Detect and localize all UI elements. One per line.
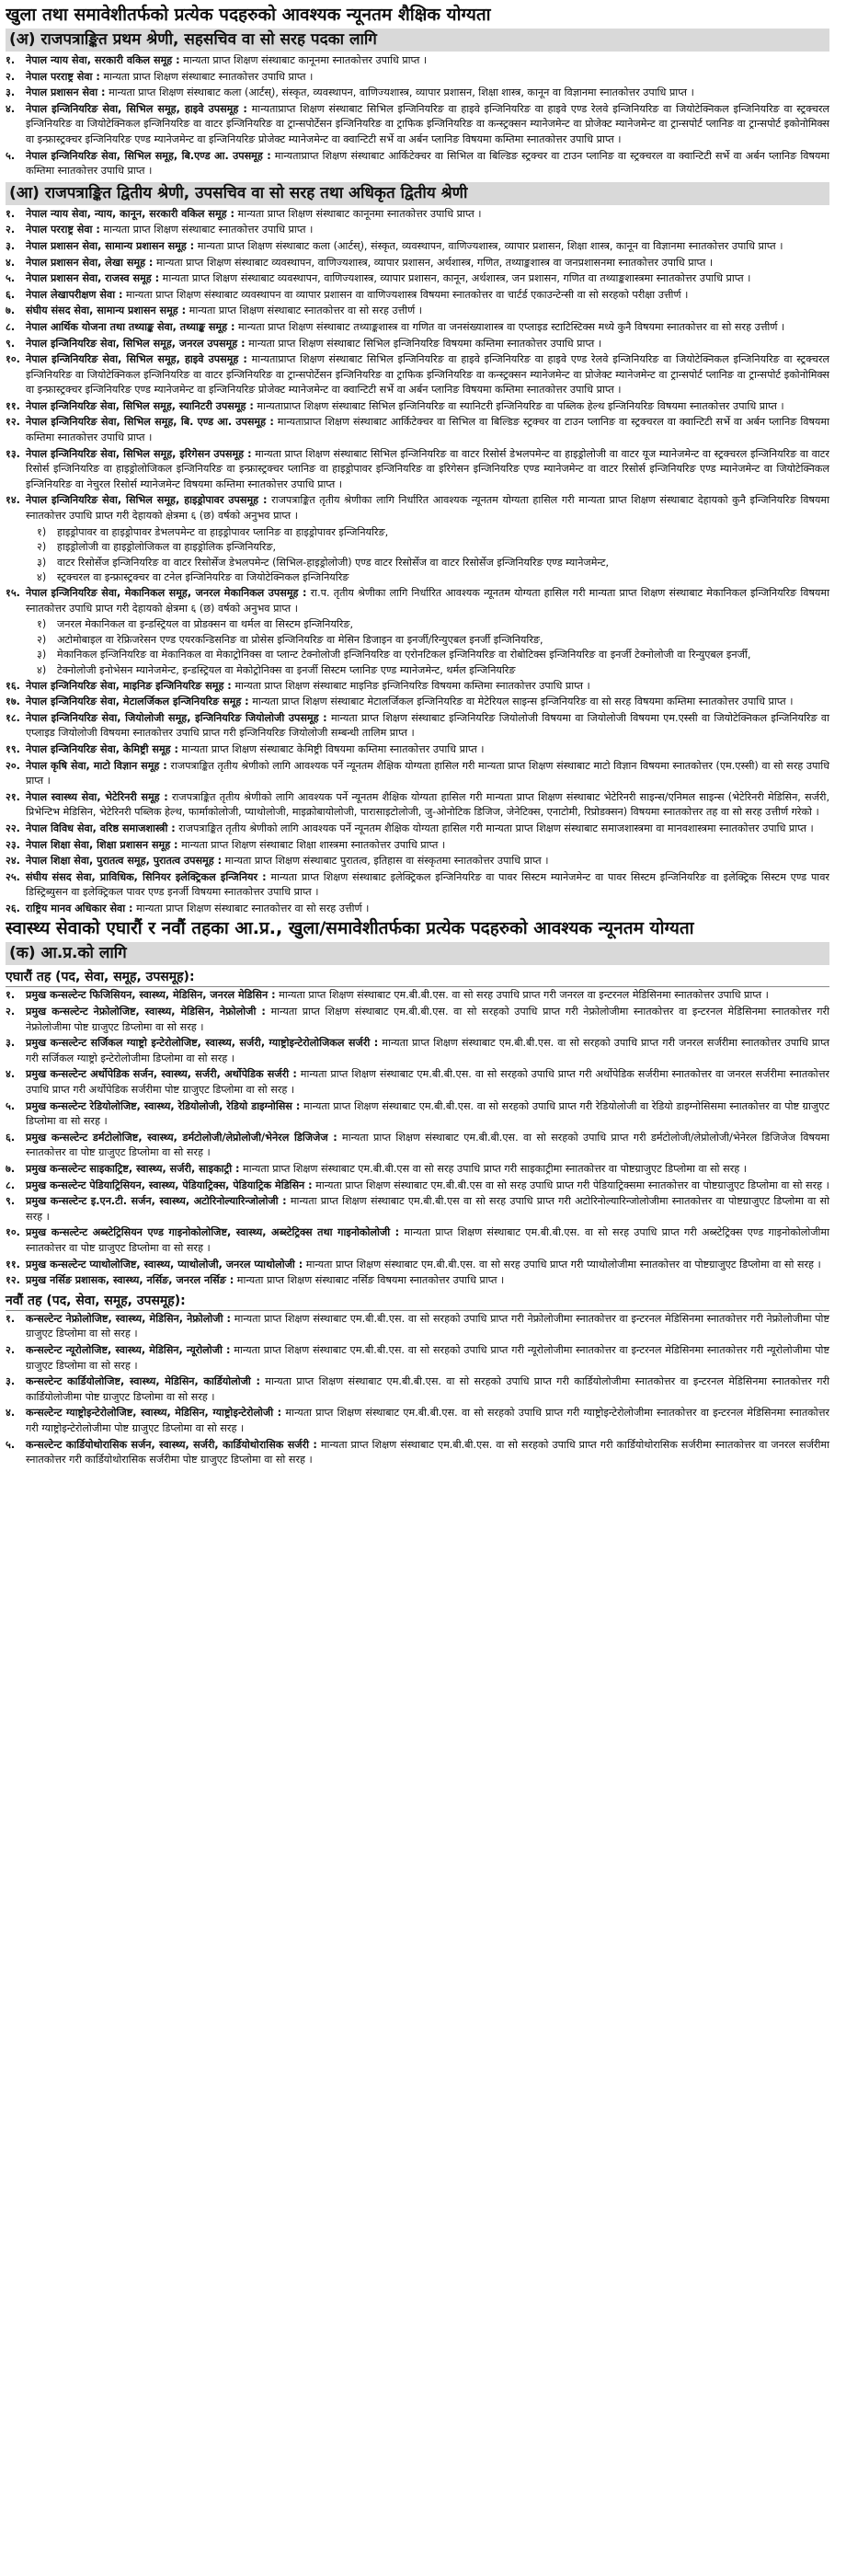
list-item	[6, 447, 829, 493]
item-description: मान्यताप्राप्त शिक्षण संस्थाबाट सिभिल इन्जिनियरिङ वा हाइवे इन्जिनियरिङ वा हाइवे एण्ड रेलवे इन्जिनियरिङ वा जियोटेक्निकल इन्जिनियरिङ वा स्ट्रक्चरल इन्जिनियरिङ वा जियोटेक्निकल इन्जिनियरिङ वा वाटर इन्जिनियरिङ वा ट्रान्सपोर्टेसन इन्जिनियरिङ वा ट्राफिक इन्जिनियरिङ वा कन्स्ट्रक्सन म्यानेजमेन्ट वा प्रोजेक्ट म्यानेजमेन्ट वा ट्रान्सपोर्ट प्लानिङ वा ट्रान्सपोर्ट इकोनोमिक्स वा इन्फ्रास्ट्रक्चर इन्जिनियरिङ एण्ड म्यानेजमेन्ट वा इन्जिनियरिङ प्रोजेक्ट म्यानेजमेन्ट वा क्वान्टिटी सर्भे वा अर्बन प्लानिङ विषयमा कम्तिमा स्नातकोत्तर उपाधि प्राप्त ।	[26, 353, 829, 397]
item-text	[26, 352, 829, 398]
list-item	[6, 711, 829, 742]
item-number: ८.	[6, 320, 16, 333]
item-text	[26, 695, 829, 710]
sub-item-number: ३)	[37, 556, 47, 569]
sub-list-item	[6, 540, 829, 556]
sub-item-number: २)	[37, 541, 47, 554]
item-text	[26, 711, 829, 742]
item-title: नेपाल शिक्षा सेवा, पुरातत्व समूह, पुरातत्व उपसमूह :	[26, 855, 223, 868]
item-description: राजपत्राङ्कित तृतीय श्रेणीको लागि आवश्यक पर्ने न्यूनतम शैक्षिक योग्यता हासिल गरी मान्यता प्राप्त शिक्षण संस्थाबाट समाजशास्त्रमा वा मानवशास्त्रमा स्नातकोत्तर उपाधि प्राप्त ।	[178, 822, 814, 834]
list-item	[6, 70, 829, 86]
item-number: २३.	[6, 838, 20, 851]
item-title: नेपाल इन्जिनियरिङ सेवा, मेकानिकल समूह, जनरल मेकानिकल उपसमूह :	[26, 587, 307, 599]
item-title: प्रमुख कन्सल्टेन्ट अब्स्टेट्रिसियन एण्ड गाइनोकोलोजिष्ट, स्वास्थ्य, अब्स्टेट्रिक्स तथा गाइनोकोलोजी :	[26, 1226, 400, 1239]
list-item	[6, 207, 829, 223]
item-text	[26, 679, 829, 695]
item-text	[26, 902, 829, 917]
item-title: नेपाल न्याय सेवा, न्याय, कानून, सरकारी वकिल समूह :	[26, 207, 234, 220]
health-title: स्वास्थ्य सेवाको एघारौं र नवौं तहका आ.प्र., खुला/समावेशीतर्फका प्रत्येक पदहरुको आवश्यक न्यूनतम योग्यता	[6, 918, 694, 939]
item-title: नेपाल इन्जिनियरिङ सेवा, सिभिल समूह, जनरल उपसमूह :	[26, 337, 246, 350]
item-text	[26, 239, 829, 255]
item-description: मान्यता प्राप्त शिक्षण संस्थाबाट व्यवस्थापन, वाणिज्यशास्त्र, व्यापार प्रशासन, कानून, अर्थशास्त्र, जन प्रशासन, गणित वा तथ्याङ्कशास्त्रमा स्नातकोत्तर उपाधि प्राप्त ।	[162, 272, 751, 285]
item-description: मान्यता प्राप्त शिक्षण संस्थाबाट एम.बी.बी.एस. वा सो सरहको उपाधि प्राप्त गरी न्यूरोलोजीमा स्नातकोत्तर वा इन्टरनल मेडिसिनमा स्नातकोत्तर गरी न्यूरोलोजीमा पोष्ट ग्राजुएट डिप्लोमा वा सो सरह ।	[26, 1343, 829, 1372]
item-number: १.	[6, 1312, 16, 1325]
item-title: नेपाल इन्जिनियरिङ सेवा, सिभिल समूह, हाइवे उपसमूह :	[26, 102, 247, 115]
item-number: १.	[6, 54, 16, 66]
item-number: ४.	[6, 256, 16, 269]
item-description: मान्यता प्राप्त शिक्षण संस्थाबाट एम.बी.बी.एस. वा सो सरहको उपाधि प्राप्त गरी कार्डियोलोजीमा स्नातकोत्तर वा इन्टरनल मेडिसिनमा स्नातकोत्तर गरी कार्डियोलोजीमा पोष्ट ग्राजुएट डिप्लोमा वा सो सरह ।	[26, 1375, 829, 1403]
item-number: १३.	[6, 447, 20, 460]
item-number: ३.	[6, 86, 16, 99]
sub-item-text: अटोमोबाइल वा रेफ्रिजरेसन एण्ड एयरकन्डिसनिङ वा प्रोसेस इन्जिनियरिङ वा मेसिन डिजाइन वा इनर्जी/रिन्युएबल इनर्जी इन्जिनियरिङ,	[57, 633, 543, 646]
list-item	[6, 679, 829, 695]
item-number: १०.	[6, 353, 20, 366]
item-text	[26, 838, 829, 854]
item-description: मान्यता प्राप्त शिक्षण संस्थाबाट शिक्षा शास्त्रमा स्नातकोत्तर उपाधि प्राप्त ।	[181, 838, 446, 851]
item-description: राजपत्राङ्कित तृतीय श्रेणीको लागि आवश्यक पर्ने न्यूनतम शैक्षिक योग्यता हासिल गरी मान्यता प्राप्त शिक्षण संस्थाबाट माटो विज्ञान विषयमा स्नातकोत्तर (एम.एस्सी) वा सो सरह उपाधि प्राप्त ।	[26, 759, 829, 788]
item-title: नेपाल शिक्षा सेवा, शिक्षा प्रशासन समूह :	[26, 838, 178, 851]
sub-item-text: जनरल मेकानिकल वा इन्डस्ट्रियल वा प्रोडक्सन वा थर्मल वा सिस्टम इन्जिनियरिङ,	[57, 618, 354, 631]
item-text	[26, 415, 829, 445]
item-title: कन्सल्टेन्ट नेफ्रोलोजिष्ट, स्वास्थ्य, मेडिसिन, नेफ्रोलोजी :	[26, 1312, 232, 1325]
item-number: ७.	[6, 1163, 16, 1175]
list-item	[6, 1194, 829, 1225]
sub-list-item	[6, 663, 829, 679]
item-text	[26, 1374, 829, 1405]
item-title: राष्ट्रिय मानव अधिकार सेवा :	[26, 902, 133, 914]
item-description: मान्यता प्राप्त शिक्षण संस्थाबाट मेटालर्जिकल इन्जिनियरिङ वा मेटेरियल साइन्स इन्जिनियरिङ वा सो सरह विषयमा कम्तिमा स्नातकोत्तर उपाधि प्राप्त ।	[252, 696, 794, 708]
item-number: २.	[6, 1343, 16, 1356]
item-number: १२.	[6, 1274, 20, 1287]
list-item	[6, 870, 829, 901]
item-text	[26, 102, 829, 148]
level-9-heading: नवौं तह (पद, सेवा, समूह, उपसमूह):	[6, 1292, 829, 1311]
item-text	[26, 70, 829, 86]
item-title: प्रमुख कन्सल्टेन्ट फिजिसियन, स्वास्थ्य, मेडिसिन, जनरल मेडिसिन :	[26, 989, 276, 1002]
item-description: राजपत्राङ्कित तृतीय श्रेणीको लागि आवश्यक पर्ने न्यूनतम शैक्षिक योग्यता हासिल गरी मान्यता प्राप्त शिक्षण संस्थाबाट भेटेरिनरी साइन्स/एनिमल साइन्स (भेटेरिनरी मेडिसिन, सर्जरी, प्रिभेन्टिभ मेडिसिन, भेटेरिनरी पब्लिक हेल्थ, फार्माकोलोजी, प्याथोलोजी, माइक्रोबायोलोजी, पारासाइटोलोजी, जु-ओनोटिक डिजिज, जेनेटिक्स, एनाटोमी, रिप्रोडक्सन) विषयमा स्नातकोत्तर तह वा सो सरह उत्तीर्ण गरेको ।	[26, 790, 830, 819]
item-description: मान्यता प्राप्त शिक्षण संस्थाबाट स्नातकोत्तर उपाधि प्राप्त ।	[103, 70, 314, 83]
item-description: मान्यता प्राप्त शिक्षण संस्थाबाट तथ्याङ्कशास्त्र वा गणित वा जनसंख्याशास्त्र वा एप्लाइड स्टाटिस्टिक्स मध्ये कुनै विषयमा स्नातकोत्तर वा सो सरह उत्तीर्ण ।	[237, 320, 785, 333]
sub-list-item	[6, 556, 829, 571]
item-text	[26, 1036, 829, 1066]
item-description: मान्यता प्राप्त शिक्षण संस्थाबाट व्यवस्थापन वा व्यापार प्रशासन वा वाणिज्यशास्त्र विषयमा स्नातकोत्तर वा चार्टर्ड एकाउन्टेन्सी वा सो सरहको परीक्षा उत्तीर्ण ।	[126, 288, 689, 301]
item-text	[26, 207, 829, 223]
item-text	[26, 320, 829, 336]
item-description: मान्यता प्राप्त शिक्षण संस्थाबाट सिभिल इन्जिनियरिङ विषयमा कम्तिमा स्नातकोत्तर उपाधि प्राप्त ।	[248, 337, 602, 350]
item-number: १७.	[6, 696, 20, 708]
item-number: ५.	[6, 1438, 16, 1451]
item-number: २.	[6, 224, 16, 236]
list-item	[6, 1005, 829, 1035]
list-item	[6, 415, 829, 445]
item-number: ३.	[6, 1037, 16, 1050]
item-description: मान्यता प्राप्त शिक्षण संस्थाबाट सिभिल इन्जिनियरिङ वा वाटर रिसोर्स डेभलपमेन्ट वा हाइड्रोलोजी वा वाटर यूज म्यानेजमेन्ट वा स्ट्रक्चरल इन्जिनियरिङ वा वाटर रिसोर्स इन्जिनियरिङ वा हाइड्रोलोजिकल इन्जिनियरिङ वा इन्फ्रास्ट्रक्चर प्लानिङ वा हाइड्रोपावर इन्जिनियरिङ वा इरिगेसन इन्जिनियरिङ एण्ड म्यानेजमेन्ट वा वाटर रिसोर्स इन्जिनियरिङ एण्ड म्यानेजमेन्ट वा जियोटेक्निकल इन्जिनियरिङ वा नेचुरल रिसोर्स म्यानेजमेन्ट विषयमा कम्तिमा स्नातकोत्तर उपाधि प्राप्त ।	[26, 447, 829, 490]
list-item	[6, 271, 829, 287]
item-number: ९.	[6, 337, 16, 350]
item-number: ५.	[6, 149, 16, 162]
list-item	[6, 1036, 829, 1066]
item-description: राजपत्राङ्कित तृतीय श्रेणीका लागि निर्धारित आवश्यक न्यूनतम योग्यता हासिल गरी मान्यता प्राप्त शिक्षण संस्थाबाट देहायको कुनै इन्जिनियरिङ विषयमा स्नातकोत्तर उपाधि प्राप्त गरी देहायको क्षेत्रमा ६ (छ) वर्षको अनुभव प्राप्त ।	[26, 494, 829, 523]
list-item	[6, 288, 829, 304]
main-title: खुला तथा समावेशीतर्फको प्रत्येक पदहरुको आवश्यक न्यूनतम शैक्षिक योग्यता	[6, 5, 491, 25]
list-item	[6, 352, 829, 398]
item-title: नेपाल इन्जिनियरिङ सेवा, सिभिल समूह, हाइड्रोपावर उपसमूह :	[26, 494, 268, 507]
list-item	[6, 337, 829, 352]
item-text	[26, 288, 829, 304]
item-text	[26, 586, 829, 616]
item-number: २४.	[6, 855, 20, 868]
item-text	[26, 447, 829, 493]
item-title: नेपाल इन्जिनियरिङ सेवा, जियोलोजी समूह, इन्जिनियरिङ जियोलोजी उपसमूह :	[26, 711, 327, 724]
sub-item-text: स्ट्रक्चरल वा इन्फ्रास्ट्रक्चर वा टनेल इन्जिनियरिङ वा जियोटेक्निकल इन्जिनियरिङ	[57, 571, 349, 584]
list-item	[6, 102, 829, 148]
sub-item-number: २)	[37, 633, 47, 646]
item-text	[26, 1067, 829, 1098]
item-text	[26, 1179, 829, 1194]
item-description: मान्यता प्राप्त शिक्षण संस्थाबाट एम.बी.बी.एस. वा सो सरहको उपाधि प्राप्त गरी जनरल सर्जरीमा स्नातकोत्तर उपाधि प्राप्त गरी सर्जिकल ग्याष्ट्रो इन्टेरोलोजीमा डिप्लोमा वा सो सरह ।	[26, 1037, 829, 1064]
list-item	[6, 822, 829, 837]
item-number: ६.	[6, 288, 16, 301]
item-text	[26, 1099, 829, 1130]
list-item	[6, 304, 829, 319]
item-text	[26, 854, 829, 869]
sub-list-item	[6, 648, 829, 663]
item-title: नेपाल प्रशासन सेवा, राजस्व समूह :	[26, 272, 160, 285]
sub-item-text: मेकानिकल इन्जिनियरिङ वा मेकानिकल वा मेकाट्रोनिक्स वा प्लान्ट टेक्नोलोजी इन्जिनियरिङ वा एरोनटिकल इन्जिनियरिङ वा रोबोटिक्स इन्जिनियरिङ वा इनर्जी टेक्नोलोजी वा रिन्युएबल इनर्जी,	[57, 649, 751, 661]
item-description: मान्यता प्राप्त शिक्षण संस्थाबाट एम.बी.बी.एस. वा सो सरहको उपाधि प्राप्त गरी नेफ्रोलोजीमा स्नातकोत्तर वा इन्टरनल मेडिसिनमा स्नातकोत्तर गरी नेफ्रोलोजीमा पोष्ट ग्राजुएट डिप्लोमा वा सो सरह ।	[26, 1006, 829, 1033]
item-text	[26, 1406, 829, 1436]
item-title: कन्सल्टेन्ट कार्डियोथोरासिक सर्जन, स्वास्थ्य, सर्जरी, कार्डियोथोरासिक सर्जरी :	[26, 1438, 317, 1451]
item-title: प्रमुख कन्सल्टेन्ट पेडियाट्रिसियन, स्वास्थ्य, पेडियाट्रिक्स, पेडियाट्रिक मेडिसिन :	[26, 1179, 313, 1191]
list-item	[6, 1067, 829, 1098]
item-text	[26, 86, 829, 101]
item-number: १६.	[6, 679, 20, 692]
item-number: ९.	[6, 1195, 16, 1208]
item-number: ६.	[6, 1131, 16, 1144]
list-item	[6, 1225, 829, 1256]
list-item	[6, 1312, 829, 1342]
item-text	[26, 1194, 829, 1225]
item-description: मान्यता प्राप्त शिक्षण संस्थाबाट एम.बी.बी.एस. वा सो सरह उपाधि प्राप्त गरी प्याथोलोजीमा स्नातकोत्तर वा पोष्टग्राजुएट डिप्लोमा वा सो सरह ।	[305, 1258, 821, 1271]
sub-list-item	[6, 633, 829, 649]
item-number: ८.	[6, 1179, 16, 1191]
item-title: नेपाल प्रशासन सेवा, लेखा समूह :	[26, 256, 154, 269]
item-description: मान्यता प्राप्त शिक्षण संस्थाबाट एम.बी.बी.एस. वा सो सरहको उपाधि प्राप्त गरी नेफ्रोलोजीमा स्नातकोत्तर वा इन्टरनल मेडिसिनमा स्नातकोत्तर गरी नेफ्रोलोजीमा पोष्ट ग्राजुएट डिप्लोमा वा सो सरह ।	[26, 1312, 829, 1340]
item-title: कन्सल्टेन्ट ग्याष्ट्रोइन्टेरोलोजिष्ट, स्वास्थ्य, मेडिसिन, ग्याष्ट्रोइन्टेरोलोजी :	[26, 1407, 282, 1420]
item-number: १८.	[6, 711, 20, 724]
sub-item-text: वाटर रिसोर्सेज इन्जिनियरिङ वा वाटर रिसोर्सेज डेभलपमेन्ट (सिभिल-हाइड्रोलोजी) एण्ड वाटर रिसोर्सेज वा वाटर रिसोर्सेज इन्जिनियरिङ एण्ड म्यानेजमेन्ट,	[57, 556, 610, 569]
section-a-list	[6, 53, 829, 179]
item-text	[26, 1258, 829, 1273]
list-item	[6, 1179, 829, 1194]
item-title: प्रमुख कन्सल्टेन्ट सर्जिकल ग्याष्ट्रो इन्टेरोलोजिष्ट, स्वास्थ्य, सर्जरी, ग्याष्ट्रोइन्टेरोलोजिकल सर्जरी :	[26, 1037, 379, 1050]
item-description: मान्यता प्राप्त शिक्षण संस्थाबाट पुरातत्व, इतिहास वा संस्कृतमा स्नातकोत्तर उपाधि प्राप्त ।	[224, 855, 549, 868]
item-text	[26, 1225, 829, 1256]
sub-list-item	[6, 617, 829, 633]
list-item	[6, 759, 829, 789]
sub-item-number: ४)	[37, 571, 47, 584]
item-title: नेपाल इन्जिनियरिङ सेवा, सिभिल समूह, बि.एण्ड आ. उपसमूह :	[26, 149, 271, 162]
item-title: प्रमुख कन्सल्टेन्ट डर्मटोलोजिष्ट, स्वास्थ्य, डर्मटोलोजी/लेप्रोलोजी/भेनेरल डिजिजेज :	[26, 1131, 337, 1144]
sub-item-number: ४)	[37, 663, 47, 676]
list-item	[6, 320, 829, 336]
item-description: मान्यता प्राप्त शिक्षण संस्थाबाट नर्सिङ विषयमा स्नातकोत्तर उपाधि प्राप्त ।	[236, 1274, 505, 1287]
item-title: नेपाल इन्जिनियरिङ सेवा, केमिष्ट्री समूह :	[26, 742, 178, 755]
item-title: संघीय संसद सेवा, सामान्य प्रशासन समूह :	[26, 305, 187, 317]
list-item	[6, 1099, 829, 1130]
sub-item-text: टेक्नोलोजी इनोभेसन म्यानेजमेन्ट, इन्डस्ट्रियल वा मेकोट्रोनिक्स वा इनर्जी सिस्टम प्लानिङ एण्ड म्यानेजमेन्ट, थर्मल इन्जिनियरिङ	[57, 663, 516, 676]
item-number: २२.	[6, 822, 20, 834]
item-description: मान्यताप्राप्त शिक्षण संस्थाबाट आर्किटेक्चर वा सिभिल वा बिल्डिङ स्ट्रक्चर वा टाउन प्लानिङ वा स्ट्रक्चरल वा क्वान्टिटी सर्भे वा अर्बन प्लानिङ विषयमा कम्तिमा स्नातकोत्तर उपाधि प्राप्त ।	[26, 149, 829, 178]
list-item	[6, 988, 829, 1004]
item-title: नेपाल स्वास्थ्य सेवा, भेटेरिनरी समूह :	[26, 790, 168, 803]
item-description: मान्यता प्राप्त शिक्षण संस्थाबाट स्नातकोत्तर वा सो सरह उत्तीर्ण ।	[189, 305, 422, 317]
item-number: २१.	[6, 790, 20, 803]
item-number: १.	[6, 989, 16, 1002]
sub-item-text: हाइड्रोपावर वा हाइड्रोपावर डेभलपमेन्ट वा हाइड्रोपावर प्लानिङ वा हाइड्रोपावर इन्जिनियरिङ,	[57, 525, 389, 538]
item-description: मान्यता प्राप्त शिक्षण संस्थाबाट एम.बी.बी.एस. वा सो सरहको उपाधि प्राप्त गरी ग्याष्ट्रोइन्टेरोलोजीमा स्नातकोत्तर वा इन्टरनल मेडिसिनमा स्नातकोत्तर गरी ग्याष्ट्रोइन्टेरोलोजीमा पोष्ट ग्राजुएट डिप्लोमा वा सो सरह ।	[26, 1407, 830, 1434]
item-number: ७.	[6, 305, 16, 317]
list-item	[6, 1273, 829, 1289]
item-title: प्रमुख नर्सिङ प्रशासक, स्वास्थ्य, नर्सिङ, जनरल नर्सिङ :	[26, 1274, 234, 1287]
item-text	[26, 256, 829, 271]
item-text	[26, 822, 829, 837]
item-text	[26, 223, 829, 238]
list-item	[6, 53, 829, 69]
section-aa-heading: (आ) राजपत्राङ्कित द्वितीय श्रेणी, उपसचिव वा सो सरह तथा अधिकृत द्वितीय श्रेणी	[6, 182, 829, 205]
list-item	[6, 838, 829, 854]
item-title: नेपाल इन्जिनियरिङ सेवा, मेटालर्जिकल इन्जिनियरिङ समूह :	[26, 696, 249, 708]
item-title: प्रमुख कन्सल्टेन्ट प्याथोलोजिष्ट, स्वास्थ्य, प्याथोलोजी, जनरल प्याथोलोजी :	[26, 1258, 303, 1271]
item-number: १०.	[6, 1226, 20, 1239]
item-description: मान्यता प्राप्त शिक्षण संस्थाबाट स्नातकोत्तर उपाधि प्राप्त ।	[103, 224, 314, 236]
item-title: नेपाल इन्जिनियरिङ सेवा, सिभिल समूह, इरिगेसन उपसमूह :	[26, 447, 252, 460]
list-item	[6, 86, 829, 101]
item-description: मान्यताप्राप्त शिक्षण संस्थाबाट आर्किटेक्चर वा सिभिल वा बिल्डिङ स्ट्रक्चर वा टाउन प्लानिङ वा स्ट्रक्चरल वा क्वान्टिटी सर्भे वा अर्बन प्लानिङ विषयमा कम्तिमा स्नातकोत्तर उपाधि प्राप्त ।	[26, 416, 829, 444]
level-9-list	[6, 1312, 829, 1468]
item-title: नेपाल लेखापरीक्षण सेवा :	[26, 288, 123, 301]
item-title: कन्सल्टेन्ट न्यूरोलोजिष्ट, स्वास्थ्य, मेडिसिन, न्यूरोलोजी :	[26, 1343, 231, 1356]
item-text	[26, 399, 829, 415]
item-description: मान्यता प्राप्त शिक्षण संस्थाबाट एम.बी.बी.एस. वा सो सरहको उपाधि प्राप्त गरी अर्थोपेडिक सर्जरीमा स्नातकोत्तर वा जनरल सर्जरीमा स्नातकोत्तर उपाधि प्राप्त गरी अर्थोपेडिक सर्जरीमा पोष्ट ग्राजुएट डिप्लोमा वा सो सरह ।	[26, 1068, 829, 1097]
item-title: नेपाल प्रशासन सेवा :	[26, 86, 106, 99]
item-text	[26, 1131, 829, 1161]
item-text	[26, 1312, 829, 1342]
list-item	[6, 1131, 829, 1161]
item-text	[26, 1005, 829, 1035]
list-item	[6, 854, 829, 869]
item-number: १४.	[6, 494, 20, 507]
sub-item-number: ३)	[37, 649, 47, 661]
item-text	[26, 988, 829, 1004]
item-title: नेपाल विविध सेवा, वरिष्ठ समाजशास्त्री :	[26, 822, 176, 834]
list-item	[6, 695, 829, 710]
sub-item-number: १)	[37, 618, 47, 631]
item-text	[26, 337, 829, 352]
section-k-heading: (क) आ.प्र.को लागि	[6, 942, 829, 965]
item-description: मान्यता प्राप्त शिक्षण संस्थाबाट माइनिङ इन्जिनियरिङ विषयमा कम्तिमा स्नातकोत्तर उपाधि प्राप्त ।	[234, 679, 590, 692]
item-description: मान्यताप्राप्त शिक्षण संस्थाबाट सिभिल इन्जिनियरिङ वा हाइवे इन्जिनियरिङ वा हाइवे एण्ड रेलवे इन्जिनियरिङ वा जियोटेक्निकल इन्जिनियरिङ वा स्ट्रक्चरल इन्जिनियरिङ वा जियोटेक्निकल इन्जिनियरिङ वा वाटर इन्जिनियरिङ वा ट्रान्सपोर्टेसन इन्जिनियरिङ वा ट्राफिक इन्जिनियरिङ वा कन्स्ट्रक्सन म्यानेजमेन्ट वा प्रोजेक्ट म्यानेजमेन्ट वा ट्रान्सपोर्ट प्लानिङ वा ट्रान्सपोर्ट इकोनोमिक्स वा इन्फ्रास्ट्रक्चर इन्जिनियरिङ एण्ड म्यानेजमेन्ट वा इन्जिनियरिङ प्रोजेक्ट म्यानेजमेन्ट वा क्वान्टिटी सर्भे वा अर्बन प्लानिङ विषयमा कम्तिमा स्नातकोत्तर उपाधि प्राप्त ।	[26, 102, 829, 145]
item-title: नेपाल प्रशासन सेवा, सामान्य प्रशासन समूह :	[26, 239, 195, 252]
item-text	[26, 1273, 829, 1289]
list-item	[6, 586, 829, 616]
item-description: मान्यता प्राप्त शिक्षण संस्थाबाट एम.बी.बी.एस. वा सो सरहको उपाधि प्राप्त गरी कार्डियोथोरासिक सर्जरीमा स्नातकोत्तर वा जनरल सर्जरीमा स्नातकोत्तर गरी कार्डियोथोरासिक सर्जरीमा पोष्ट ग्राजुएट डिप्लोमा वा सो सरह ।	[26, 1438, 829, 1466]
item-title: संघीय संसद सेवा, प्राविधिक, सिनियर इलेक्ट्रिकल इन्जिनियर :	[26, 870, 267, 883]
item-description: मान्यता प्राप्त शिक्षण संस्थाबाट इलेक्ट्रिकल इन्जिनियरिङ वा पावर सिस्टम म्यानेजमेन्ट वा पावर सिस्टम इन्जिनियरिङ वा इलेक्ट्रिक सिस्टम एण्ड पावर डिस्ट्रिब्युसन वा इलेक्ट्रिकल पावर एण्ड इनर्जी विषयमा स्नातकोत्तर उपाधि प्राप्त ।	[26, 870, 830, 899]
list-item	[6, 1374, 829, 1405]
item-number: १.	[6, 207, 16, 220]
item-number: ११.	[6, 1258, 20, 1271]
item-title: नेपाल आर्थिक योजना तथा तथ्याङ्क सेवा, तथ्याङ्क समूह :	[26, 320, 235, 333]
item-description: मान्यताप्राप्त शिक्षण संस्थाबाट सिभिल इन्जिनियरिङ वा स्यानिटरी इन्जिनियरिङ वा पब्लिक हेल्थ इन्जिनियरिङ विषयमा स्नातकोत्तर उपाधि प्राप्त ।	[257, 399, 784, 412]
list-item	[6, 1258, 829, 1273]
item-number: ३.	[6, 1375, 16, 1388]
list-item	[6, 149, 829, 179]
item-description: रा.प. तृतीय श्रेणीका लागि निर्धारित आवश्यक न्यूनतम योग्यता हासिल गरी मान्यता प्राप्त शिक्षण संस्थाबाट मेकानिकल इन्जिनियरिङ विषयमा स्नातकोत्तर उपाधि प्राप्त गरी देहायको क्षेत्रमा ६ (छ) वर्षको अनुभव प्राप्त ।	[26, 587, 829, 615]
item-text	[26, 1438, 829, 1468]
list-item	[6, 1162, 829, 1178]
item-title: नेपाल परराष्ट्र सेवा :	[26, 224, 100, 236]
item-number: ५.	[6, 272, 16, 285]
item-number: २.	[6, 70, 16, 83]
item-title: प्रमुख कन्सल्टेन्ट रेडियोलोजिष्ट, स्वास्थ्य, रेडियोलोजी, रेडियो डाइग्नोसिस :	[26, 1099, 301, 1112]
item-description: मान्यता प्राप्त शिक्षण संस्थाबाट एम.बी.बी.एस. वा सो सरहको उपाधि प्राप्त गरी रेडियोलोजी वा रेडियो डाइग्नोसिसमा स्नातकोत्तर वा पोष्ट ग्राजुएट डिप्लोमा वा सो सरह ।	[26, 1099, 829, 1128]
item-number: ४.	[6, 1407, 16, 1420]
item-title: नेपाल न्याय सेवा, सरकारी वकिल समूह :	[26, 54, 180, 66]
item-title: कन्सल्टेन्ट कार्डियोलोजिष्ट, स्वास्थ्य, मेडिसिन, कार्डियोलोजी :	[26, 1375, 260, 1388]
item-number: १९.	[6, 742, 20, 755]
item-description: मान्यता प्राप्त शिक्षण संस्थाबाट एम.बी.बी.एस वा सो सरह उपाधि प्राप्त गरी अटोरिनोल्यारिन्जोलोजीमा स्नातकोत्तर वा पोष्टग्राजुएट डिप्लोमा वा सो सरह ।	[26, 1195, 829, 1223]
item-title: प्रमुख कन्सल्टेन्ट साइकाट्रिष्ट, स्वास्थ्य, सर्जरी, साइकाट्री :	[26, 1163, 240, 1175]
list-item	[6, 1343, 829, 1374]
item-title: प्रमुख कन्सल्टेन्ट अर्थोपेडिक सर्जन, स्वास्थ्य, सर्जरी, अर्थोपेडिक सर्जरी :	[26, 1068, 297, 1081]
list-item	[6, 493, 829, 523]
item-title: नेपाल इन्जिनियरिङ सेवा, सिभिल समूह, हाइवे उपसमूह :	[26, 353, 247, 366]
item-text	[26, 304, 829, 319]
item-text	[26, 759, 829, 789]
item-text	[26, 1162, 829, 1178]
item-text	[26, 53, 829, 69]
list-item	[6, 742, 829, 758]
item-text	[26, 271, 829, 287]
item-text	[26, 149, 829, 179]
item-description: मान्यता प्राप्त शिक्षण संस्थाबाट कानूनमा स्नातकोत्तर उपाधि प्राप्त ।	[183, 54, 428, 66]
item-number: ११.	[6, 399, 20, 412]
list-item	[6, 902, 829, 917]
sub-item-number: १)	[37, 525, 47, 538]
item-text	[26, 493, 829, 523]
sub-list-item	[6, 525, 829, 541]
list-item	[6, 223, 829, 238]
item-number: ३.	[6, 239, 16, 252]
item-title: प्रमुख कन्सल्टेन्ट इ.एन.टी. सर्जन, स्वास्थ्य, अटोरिनोल्यारिन्जोलोजी :	[26, 1195, 287, 1208]
item-description: मान्यता प्राप्त शिक्षण संस्थाबाट व्यवस्थापन, वाणिज्यशास्त्र, व्यापार प्रशासन, अर्थशास्त्र, गणित, तथ्याङ्कशास्त्र वा जनप्रशासनमा स्नातकोत्तर उपाधि प्राप्त ।	[155, 256, 714, 269]
item-number: ४.	[6, 1068, 16, 1081]
sub-item-text: हाइड्रोलोजी वा हाइड्रोलोजिकल वा हाइड्रोलिक इन्जिनियरिङ,	[57, 541, 277, 554]
item-description: मान्यता प्राप्त शिक्षण संस्थाबाट एम.बी.बी.एस. वा सो सरह उपाधि प्राप्त गरी जनरल वा इन्टरनल मेडिसिनमा स्नातकोत्तर उपाधि प्राप्त ।	[279, 989, 769, 1002]
item-title: प्रमुख कन्सल्टेन्ट नेफ्रोलोजिष्ट, स्वास्थ्य, मेडिसिन, नेफ्रोलोजी :	[26, 1006, 266, 1018]
item-text	[26, 742, 829, 758]
list-item	[6, 1406, 829, 1436]
item-number: ४.	[6, 102, 16, 115]
item-number: २५.	[6, 870, 20, 883]
item-description: मान्यता प्राप्त शिक्षण संस्थाबाट कानूनमा स्नातकोत्तर उपाधि प्राप्त ।	[237, 207, 482, 220]
list-item	[6, 399, 829, 415]
item-description: मान्यता प्राप्त शिक्षण संस्थाबाट कला (आर्टस्), संस्कृत, व्यवस्थापन, वाणिज्यशास्त्र, व्यापार प्रशासन, शिक्षा शास्त्र, कानून वा विज्ञानमा स्नातकोत्तर उपाधि प्राप्त ।	[109, 86, 694, 99]
item-text	[26, 790, 829, 821]
section-a-heading: (अ) राजपत्राङ्कित प्रथम श्रेणी, सहसचिव वा सो सरह पदका लागि	[6, 29, 829, 52]
item-text	[26, 1343, 829, 1374]
list-item	[6, 256, 829, 271]
item-number: २०.	[6, 759, 20, 772]
level-11-list	[6, 988, 829, 1288]
section-aa-list	[6, 207, 829, 917]
item-description: मान्यता प्राप्त शिक्षण संस्थाबाट एम.बी.बी.एस वा सो सरह उपाधि प्राप्त गरी पेडियाट्रिक्समा स्नातकोत्तर वा पोष्टग्राजुएट डिप्लोमा वा सो सरह ।	[315, 1179, 829, 1191]
item-title: नेपाल परराष्ट्र सेवा :	[26, 70, 100, 83]
item-description: मान्यता प्राप्त शिक्षण संस्थाबाट एम.बी.बी.एस. वा सो सरह उपाधि प्राप्त गरी अब्स्टेट्रिक्स एण्ड गाइनोकोलोजीमा स्नातकोत्तर वा पोष्ट ग्राजुएट डिप्लोमा वा सो सरह ।	[26, 1226, 830, 1254]
item-number: २.	[6, 1006, 16, 1018]
item-number: ५.	[6, 1099, 16, 1112]
item-description: मान्यता प्राप्त शिक्षण संस्थाबाट एम.बी.बी.एस वा सो सरह उपाधि प्राप्त गरी साइकाट्रीमा स्नातकोत्तर वा पोष्टग्राजुएट डिप्लोमा वा सो सरह ।	[243, 1163, 748, 1175]
item-title: नेपाल इन्जिनियरिङ सेवा, माइनिङ इन्जिनियरिङ समूह :	[26, 679, 232, 692]
list-item	[6, 239, 829, 255]
item-number: २६.	[6, 902, 20, 914]
item-number: १२.	[6, 416, 20, 429]
item-description: मान्यता प्राप्त शिक्षण संस्थाबाट स्नातकोत्तर वा सो सरह उत्तीर्ण ।	[136, 902, 370, 914]
item-description: मान्यता प्राप्त शिक्षण संस्थाबाट इन्जिनियरिङ जियोलोजी विषयमा वा जियोलोजी विषयमा एम.एस्सी वा जियोटेक्निकल इन्जिनियरिङ वा एप्लाइड जियोलोजी विषयमा स्नातकोत्तर उपाधि प्राप्त गरी इन्जिनियरिङ जियोलोजी सम्बन्धी तालिम प्राप्त ।	[26, 711, 829, 740]
item-description: मान्यता प्राप्त शिक्षण संस्थाबाट कला (आर्टस्), संस्कृत, व्यवस्थापन, वाणिज्यशास्त्र, व्यापार प्रशासन, शिक्षा शास्त्र, कानून वा विज्ञानमा स्नातकोत्तर उपाधि प्राप्त ।	[197, 239, 783, 252]
item-title: नेपाल इन्जिनियरिङ सेवा, सिभिल समूह, स्यानिटरी उपसमूह :	[26, 399, 254, 412]
item-description: मान्यता प्राप्त शिक्षण संस्थाबाट एम.बी.बी.एस. वा सो सरहको उपाधि प्राप्त गरी डर्मटोलोजी/लेप्रोलोजी/भेनेरल डिजिजेज विषयमा स्नातकोत्तर वा पोष्ट ग्राजुएट डिप्लोमा वा सो सरह ।	[26, 1131, 829, 1159]
list-item	[6, 790, 829, 821]
sub-list-item	[6, 570, 829, 586]
item-title: नेपाल इन्जिनियरिङ सेवा, सिभिल समूह, बि. एण्ड आ. उपसमूह :	[26, 416, 274, 429]
item-title: नेपाल कृषि सेवा, माटो विज्ञान समूह :	[26, 759, 167, 772]
level-11-heading: एघारौं तह (पद, सेवा, समूह, उपसमूह):	[6, 968, 829, 987]
item-description: मान्यता प्राप्त शिक्षण संस्थाबाट केमिष्ट्री विषयमा कम्तिमा स्नातकोत्तर उपाधि प्राप्त ।	[181, 742, 485, 755]
item-number: १५.	[6, 587, 20, 599]
list-item	[6, 1438, 829, 1468]
item-text	[26, 870, 829, 901]
